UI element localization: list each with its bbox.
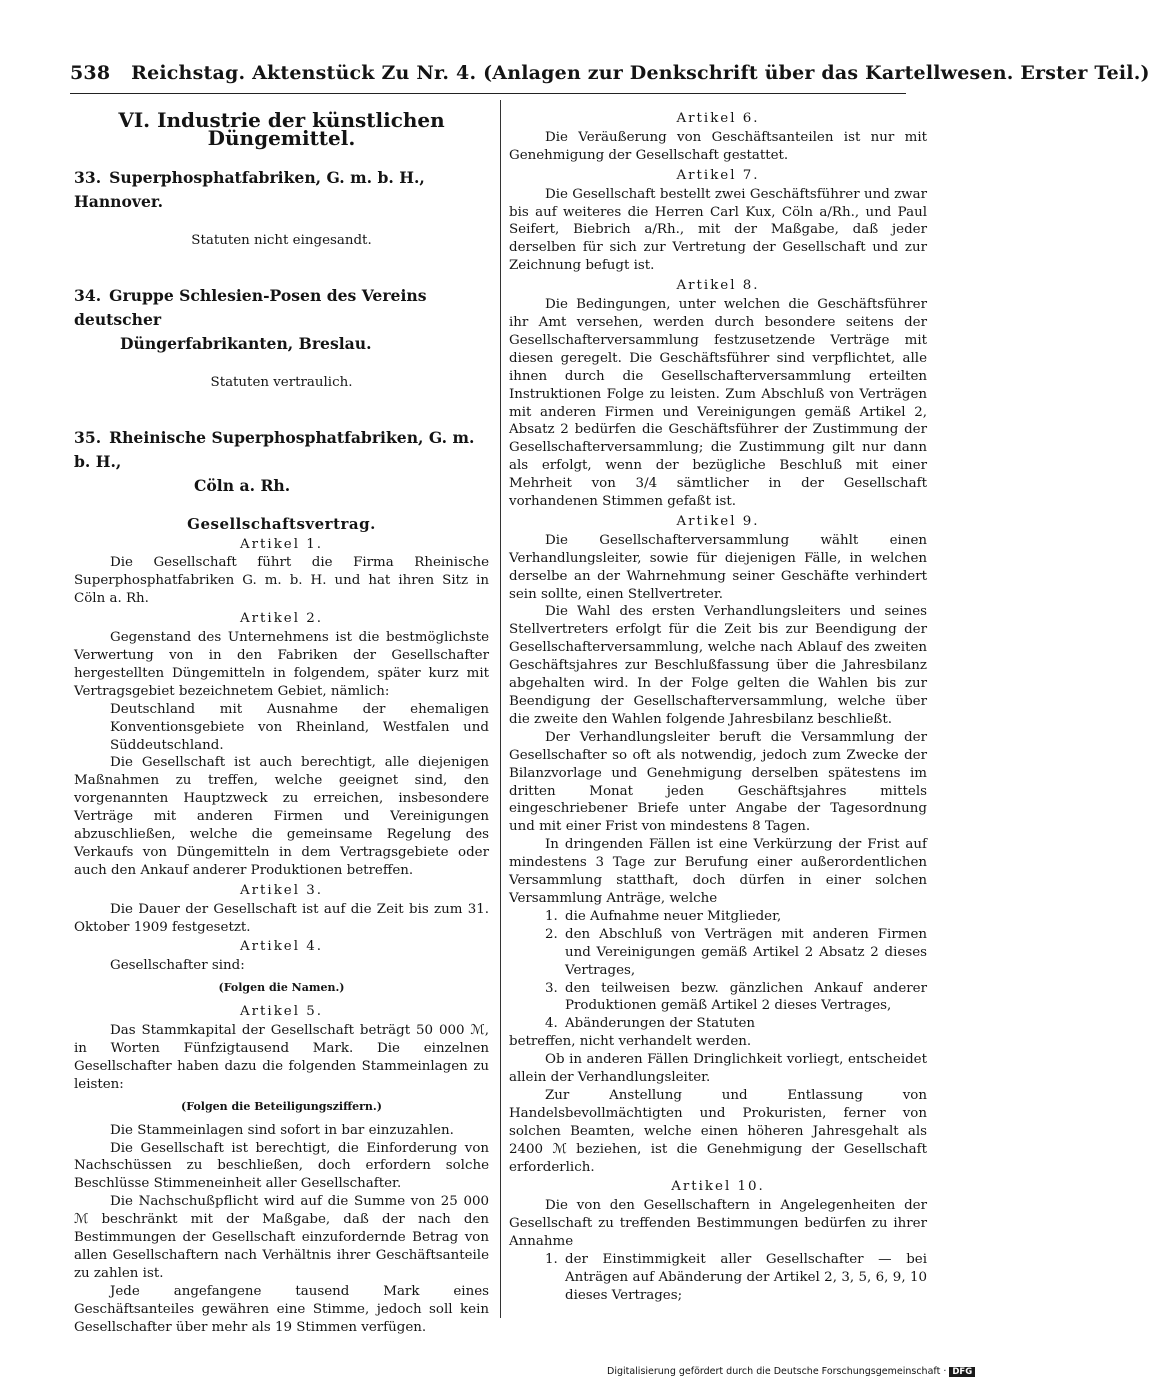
left-column bbox=[74, 108, 489, 1337]
entry-34 bbox=[74, 284, 489, 356]
article-text: Gesellschafter sind: bbox=[110, 958, 245, 974]
list-item bbox=[545, 1251, 927, 1305]
page-number: 538 bbox=[70, 62, 111, 84]
editorial-note: (Folgen die Namen.) bbox=[218, 981, 345, 995]
list-text: den teilweisen bezw. gänzlichen Ankauf anderer Produktionen gemäß Artikel 2 dieses Vertrages, bbox=[565, 980, 927, 1014]
article-heading: Artikel 2. bbox=[239, 611, 324, 627]
entry-34-note: Statuten vertraulich. bbox=[210, 374, 353, 390]
section-title: VI. Industrie der künstlichen Düngemittel. bbox=[118, 108, 445, 150]
article-text: Die Gesellschafterversammlung wählt einen Verhandlungsleiter, sowie für diejenigen Fälle, in welchen derselbe an der Wahrnehmung seiner Geschäfte verhindert sein sollte, einen Stellvertreter. bbox=[509, 532, 927, 602]
article-text: Ob in anderen Fällen Dringlichkeit vorliegt, entscheidet allein der Verhandlungsleiter. bbox=[509, 1052, 927, 1086]
entry-35 bbox=[74, 426, 489, 498]
list-text: den Abschluß von Verträgen mit anderen Firmen und Vereinigungen gemäß Artikel 2 Absatz 2 dieses Vertrages, bbox=[565, 926, 927, 978]
article-text: Deutschland mit Ausnahme der ehemaligen Konventionsgebiete von Rheinland, Westfalen und Süddeutschland. bbox=[110, 701, 489, 753]
page-header bbox=[70, 62, 1150, 84]
list-item bbox=[545, 980, 927, 1016]
list-text: der Einstimmigkeit aller Gesellschafter — bei Anträgen auf Abänderung der Artikel 2, 3, 5, 6, 9, 10 dieses Vertrages; bbox=[565, 1252, 927, 1303]
article-text: Der Verhandlungsleiter beruft die Versammlung der Gesellschafter so oft als notwendig, jedoch zum Zwecke der Bilanzvorlage und Genehmigung derselben spätestens im dritten Monat jeden Geschäftsjahres mittels eingeschriebener Briefe unter Angabe der Tagesordnung und mit einer Frist von mindestens 8 Tagen. bbox=[509, 729, 927, 835]
entry-title-cont: Cöln a. Rh. bbox=[194, 475, 291, 495]
column-divider bbox=[500, 100, 501, 1318]
article-heading: Artikel 8. bbox=[676, 278, 760, 294]
article-text: Zur Anstellung und Entlassung von Handelsbevollmächtigten und Prokuristen, ferner von solchen Beamten, welche einen höheren Jahresgehalt als 2400 ℳ beziehen, ist die Genehmigung der Gesellschaft erforderlich. bbox=[509, 1087, 927, 1175]
article-text: Die Veräußerung von Geschäftsanteilen ist nur mit Genehmigung der Gesellschaft gestattet. bbox=[509, 129, 927, 163]
article-heading: Artikel 3. bbox=[239, 882, 324, 898]
article-text: Jede angefangene tausend Mark eines Geschäftsanteiles gewähren eine Stimme, jedoch soll kein Gesellschafter über mehr als 19 Stimmen verfügen. bbox=[74, 1283, 489, 1335]
article-text: Die Stammeinlagen sind sofort in bar einzuzahlen. bbox=[110, 1122, 454, 1138]
article-text: Die Gesellschaft führt die Firma Rheinische Superphosphatfabriken G. m. b. H. und hat ihren Sitz in Cöln a. Rh. bbox=[74, 555, 489, 607]
list-number: 3. bbox=[545, 980, 558, 996]
list-item bbox=[545, 1015, 927, 1033]
list-item bbox=[545, 926, 927, 980]
article-heading: Artikel 4. bbox=[239, 939, 324, 955]
list-item bbox=[545, 908, 927, 926]
footer-text: Digitalisierung gefördert durch die Deutsche Forschungsgemeinschaft · bbox=[607, 1366, 947, 1377]
article-heading: Artikel 9. bbox=[676, 513, 760, 529]
article-text: betreffen, nicht verhandelt werden. bbox=[509, 1034, 752, 1050]
entry-title-cont: Düngerfabrikanten, Breslau. bbox=[120, 333, 372, 353]
article-text: Die Gesellschaft ist auch berechtigt, alle diejenigen Maßnahmen zu treffen, welche geeignet sind, den vorgenannten Hauptzweck zu erreichen, insbesondere Verträge mit anderen Firmen und Vereinigungen abzuschließen, welche die gemeinsame Regelung des Verkaufs von Düngemitteln in dem Vertragsgebiete oder auch den Ankauf anderer Produktionen betreffen. bbox=[74, 755, 489, 878]
numbered-list bbox=[509, 1251, 927, 1305]
list-number: 1. bbox=[545, 1252, 558, 1268]
article-text: Die Bedingungen, unter welchen die Geschäftsführer ihr Amt versehen, werden durch besondere seitens der Gesellschafterversammlung festzusetzende Verträge mit diesen geregelt. Die Geschäftsführer sind verpflichtet, alle ihnen durch die Gesellschafterversammlung erteilten Instruktionen Folge zu leisten. Zum Abschluß von Verträgen mit anderen Firmen und Vereinigungen gemäß Artikel 2, Absatz 2 bedürfen die Geschäftsführer der Zustimmung der Gesellschafterversammlung; die Zustimmung gilt nur dann als erfolgt, wenn der bezügliche Beschluß mit einer Mehrheit von 3/4 sämtlicher in der Gesellschaft vorhandenen Stimmen gefaßt ist. bbox=[509, 297, 927, 510]
article-text: Die Dauer der Gesellschaft ist auf die Zeit bis zum 31. Oktober 1909 festgesetzt. bbox=[74, 901, 489, 935]
running-title: Reichstag. Aktenstück Zu Nr. 4. (Anlagen zur Denkschrift über das Kartellwesen. Erster Teil.) bbox=[131, 62, 1150, 84]
list-text: Abänderungen der Statuten bbox=[565, 1016, 755, 1032]
article-text: Gegenstand des Unternehmens ist die bestmöglichste Verwertung von in den Fabriken der Gesellschafter hergestellten Düngemitteln in folgendem, später kurz mit Vertragsgebiet bezeichnetem Gebiet, nämlich: bbox=[74, 630, 489, 699]
editorial-note: (Folgen die Beteiligungsziffern.) bbox=[181, 1099, 382, 1113]
contract-title: Gesellschaftsvertrag. bbox=[187, 514, 376, 533]
article-text: Die Gesellschaft bestellt zwei Geschäftsführer und zwar bis auf weiteres die Herren Carl Kux, Cöln a/Rh., und Paul Seifert, Biebrich a/Rh., mit der Maßgabe, daß jeder derselben für sich zur Vertretung der Gesellschaft und zur Zeichnung befugt ist. bbox=[509, 186, 927, 274]
list-number: 1. bbox=[545, 908, 558, 924]
article-text: Die Nachschußpflicht wird auf die Summe von 25 000 ℳ beschränkt mit der Maßgabe, daß der nach den Bestimmungen der Gesellschaft einzufordernde Betrag von allen Gesellschaftern nach Verhältnis ihrer Geschäftsanteile zu zahlen ist. bbox=[74, 1194, 489, 1281]
entry-title: Superphosphatfabriken, G. m. b. H., Hannover. bbox=[74, 167, 425, 211]
right-column bbox=[509, 108, 927, 1305]
entry-title: Rheinische Superphosphatfabriken, G. m. b. H., bbox=[74, 427, 475, 471]
digitization-footer bbox=[607, 1366, 973, 1377]
numbered-list bbox=[509, 908, 927, 1033]
entry-title: Gruppe Schlesien-Posen des Vereins deutscher bbox=[74, 285, 427, 329]
article-text: Die von den Gesellschaftern in Angelegenheiten der Gesellschaft zu treffenden Bestimmungen bedürfen zu ihrer Annahme bbox=[509, 1198, 927, 1250]
article-heading: Artikel 1. bbox=[239, 536, 324, 552]
entry-number: 35. bbox=[74, 427, 102, 447]
article-text: In dringenden Fällen ist eine Verkürzung der Frist auf mindestens 3 Tage zur Berufung einer außerordentlichen Versammlung statthaft, doch dürfen in einer solchen Versammlung Anträge, welche bbox=[509, 837, 927, 906]
article-text: Das Stammkapital der Gesellschaft beträgt 50 000 ℳ, in Worten Fünfzigtausend Mark. Die einzelnen Gesellschafter haben dazu die folgenden Stammeinlagen zu leisten: bbox=[74, 1023, 489, 1092]
entry-number: 34. bbox=[74, 285, 102, 305]
entry-number: 33. bbox=[74, 167, 102, 187]
article-heading: Artikel 6. bbox=[676, 111, 760, 126]
dfg-logo: DFG bbox=[949, 1367, 975, 1377]
header-rule bbox=[70, 93, 906, 94]
list-text: die Aufnahme neuer Mitglieder, bbox=[565, 908, 782, 924]
entry-33 bbox=[74, 166, 489, 214]
list-number: 4. bbox=[545, 1016, 558, 1032]
article-heading: Artikel 5. bbox=[239, 1004, 324, 1020]
article-text: Die Wahl des ersten Verhandlungsleiters und seines Stellvertreters erfolgt für die Zeit bis zur Beendigung der Gesellschafterversammlung, welche nach Ablauf des zweiten Geschäftsjahres zur Beschlußfassung über die Jahresbilanz abgehalten wird. In der Folge gelten die Wahlen bis zur Beendigung der Gesellschafterversammlung, welche über die zweite den Wahlen folgende Jahresbilanz beschließt. bbox=[509, 604, 927, 727]
article-heading: Artikel 7. bbox=[676, 167, 760, 183]
entry-33-note: Statuten nicht eingesandt. bbox=[191, 232, 372, 248]
article-heading: Artikel 10. bbox=[671, 1179, 765, 1195]
article-text: Die Gesellschaft ist berechtigt, die Einforderung von Nachschüssen zu beschließen, doch erfordern solche Beschlüsse Stimmeneinheit aller Gesellschafter. bbox=[74, 1140, 489, 1192]
list-number: 2. bbox=[545, 926, 558, 942]
